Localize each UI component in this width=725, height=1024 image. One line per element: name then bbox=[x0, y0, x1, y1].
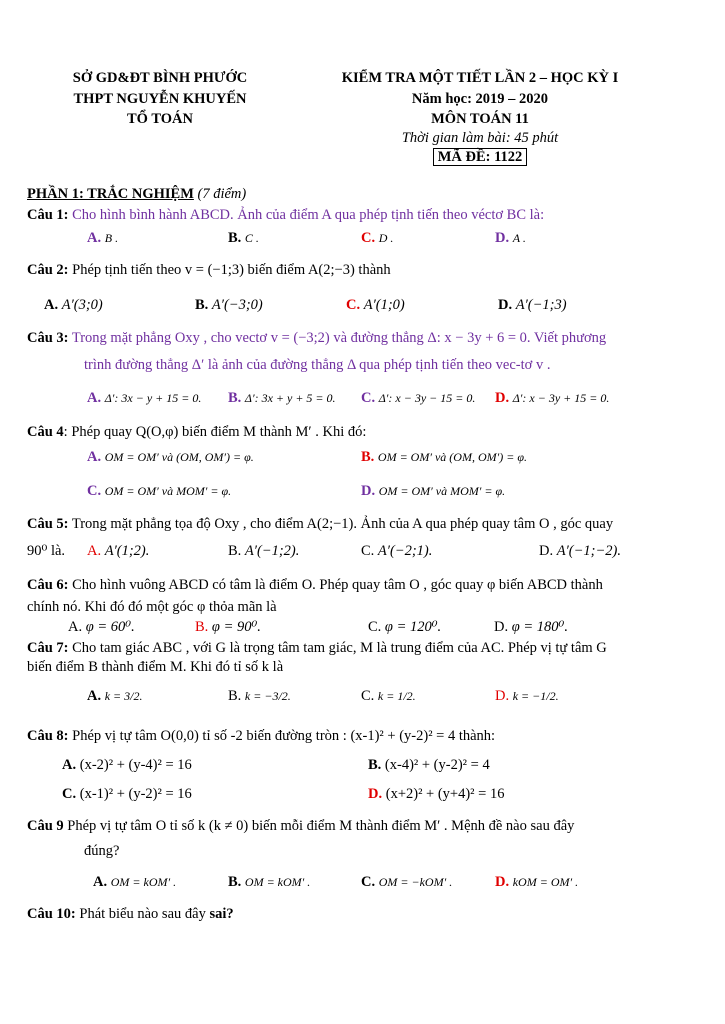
q5-option-c[interactable]: C. A′(−2;1). bbox=[361, 543, 433, 559]
question-6-line2: chính nó. Khi đó đó một góc φ thỏa mãn là bbox=[27, 599, 277, 615]
q3-option-a[interactable]: A. Δ′: 3x − y + 15 = 0. bbox=[87, 390, 202, 406]
q4-option-a[interactable]: A. OM = OM′ và (OM, OM′) = φ. bbox=[87, 449, 254, 465]
q2-option-c[interactable]: C. A′(1;0) bbox=[346, 297, 405, 313]
exam-code: MÃ ĐỀ: 1122 bbox=[433, 148, 528, 166]
question-1: Câu 1: Cho hình bình hành ABCD. Ảnh của điểm A qua phép tịnh tiến theo véctơ BC là: bbox=[27, 207, 545, 223]
question-5-line1: Câu 5: Trong mặt phẳng tọa độ Oxy , cho điểm A(2;−1). Ảnh của A qua phép quay tâm O , góc quay bbox=[27, 516, 614, 532]
question-3-line2: trình đường thẳng Δ′ là ảnh của đường thẳng Δ qua phép tịnh tiến theo vec-tơ v . bbox=[84, 357, 551, 373]
question-4: Câu 4: Phép quay Q(O,φ) biến điểm M thành M′ . Khi đó: bbox=[27, 424, 367, 440]
q7-option-d[interactable]: D. k = −1/2. bbox=[495, 688, 559, 704]
q2-option-d[interactable]: D. A′(−1;3) bbox=[498, 297, 567, 313]
q2-option-a[interactable]: A. A′(3;0) bbox=[44, 297, 103, 313]
q9-option-b[interactable]: B. OM = kOM′ . bbox=[228, 874, 311, 890]
q7-option-b[interactable]: B. k = −3/2. bbox=[228, 688, 291, 704]
q9-option-a[interactable]: A. OM = kOM′ . bbox=[93, 874, 177, 890]
section-title: PHẦN 1: TRẮC NGHIỆM (7 điểm) bbox=[27, 186, 247, 202]
q8-option-b[interactable]: B. (x-4)² + (y-2)² = 4 bbox=[368, 757, 490, 773]
subject: MÔN TOÁN 11 bbox=[431, 111, 529, 127]
q4-option-c[interactable]: C. OM = OM′ và MOM′ = φ. bbox=[87, 483, 232, 499]
question-5-line2: 90⁰ là. bbox=[27, 543, 66, 559]
q1-option-c[interactable]: C. D . bbox=[361, 230, 394, 246]
duration: Thời gian làm bài: 45 phút bbox=[401, 130, 559, 146]
q5-option-a[interactable]: A. A′(1;2). bbox=[87, 543, 150, 559]
question-2: Câu 2: Phép tịnh tiến theo v = (−1;3) biến điểm A(2;−3) thành bbox=[27, 262, 391, 278]
q8-option-c[interactable]: C. (x-1)² + (y-2)² = 16 bbox=[62, 786, 192, 802]
question-9-line2: đúng? bbox=[84, 843, 120, 859]
school-year: Năm học: 2019 – 2020 bbox=[411, 91, 549, 107]
q5-option-d[interactable]: D. A′(−1;−2). bbox=[539, 543, 621, 559]
q6-option-d[interactable]: D. φ = 180⁰. bbox=[494, 619, 568, 635]
q8-option-a[interactable]: A. (x-2)² + (y-4)² = 16 bbox=[62, 757, 192, 773]
q9-option-c[interactable]: C. OM = −kOM′ . bbox=[361, 874, 453, 890]
q3-option-d[interactable]: D. Δ′: x − 3y + 15 = 0. bbox=[495, 390, 610, 406]
question-8: Câu 8: Phép vị tự tâm O(0,0) tỉ số -2 biến đường tròn : (x-1)² + (y-2)² = 4 thành: bbox=[27, 728, 496, 744]
question-7-line2: biến điểm B thành điểm M. Khi đó tỉ số k là bbox=[27, 659, 284, 675]
q3-option-c[interactable]: C. Δ′: x − 3y − 15 = 0. bbox=[361, 390, 476, 406]
q1-option-a[interactable]: A. B . bbox=[87, 230, 119, 246]
question-7-line1: Câu 7: Cho tam giác ABC , với G là trọng tâm tam giác, M là trung điểm của AC. Phép vị tự tâm G bbox=[27, 640, 607, 656]
q7-option-c[interactable]: C. k = 1/2. bbox=[361, 688, 416, 704]
q8-option-d[interactable]: D. (x+2)² + (y+4)² = 16 bbox=[368, 786, 505, 802]
question-3-line1: Câu 3: Trong mặt phẳng Oxy , cho vectơ v = (−3;2) và đường thẳng Δ: x − 3y + 6 = 0. Viết phương bbox=[27, 330, 607, 346]
exam-title: KIỂM TRA MỘT TIẾT LẦN 2 – HỌC KỲ I bbox=[341, 70, 619, 86]
question-6-line1: Câu 6: Cho hình vuông ABCD có tâm là điểm O. Phép quay tâm O , góc quay φ biến ABCD thành bbox=[27, 577, 603, 593]
q1-option-d[interactable]: D. A . bbox=[495, 230, 526, 246]
header-school-dept: SỞ GD&ĐT BÌNH PHƯỚC bbox=[72, 70, 248, 86]
q7-option-a[interactable]: A. k = 3/2. bbox=[87, 688, 143, 704]
header-department: TỔ TOÁN bbox=[127, 111, 193, 127]
q6-option-a[interactable]: A. φ = 60⁰. bbox=[68, 619, 135, 635]
q4-option-d[interactable]: D. OM = OM′ và MOM′ = φ. bbox=[361, 483, 506, 499]
q1-option-b[interactable]: B. C . bbox=[228, 230, 259, 246]
question-9-line1: Câu 9 Phép vị tự tâm O tỉ số k (k ≠ 0) biến mỗi điểm M thành điểm M′ . Mệnh đề nào sau đây bbox=[27, 818, 575, 834]
q6-option-b[interactable]: B. φ = 90⁰. bbox=[195, 619, 261, 635]
q9-option-d[interactable]: D. kOM = OM′ . bbox=[495, 874, 579, 890]
q6-option-c[interactable]: C. φ = 120⁰. bbox=[368, 619, 442, 635]
question-10: Câu 10: Phát biểu nào sau đây sai? bbox=[27, 906, 234, 922]
q4-option-b[interactable]: B. OM = OM′ và (OM, OM′) = φ. bbox=[361, 449, 527, 465]
q5-option-b[interactable]: B. A′(−1;2). bbox=[228, 543, 300, 559]
q3-option-b[interactable]: B. Δ′: 3x + y + 5 = 0. bbox=[228, 390, 336, 406]
q2-option-b[interactable]: B. A′(−3;0) bbox=[195, 297, 263, 313]
header-school-name: THPT NGUYỄN KHUYẾN bbox=[73, 91, 247, 107]
